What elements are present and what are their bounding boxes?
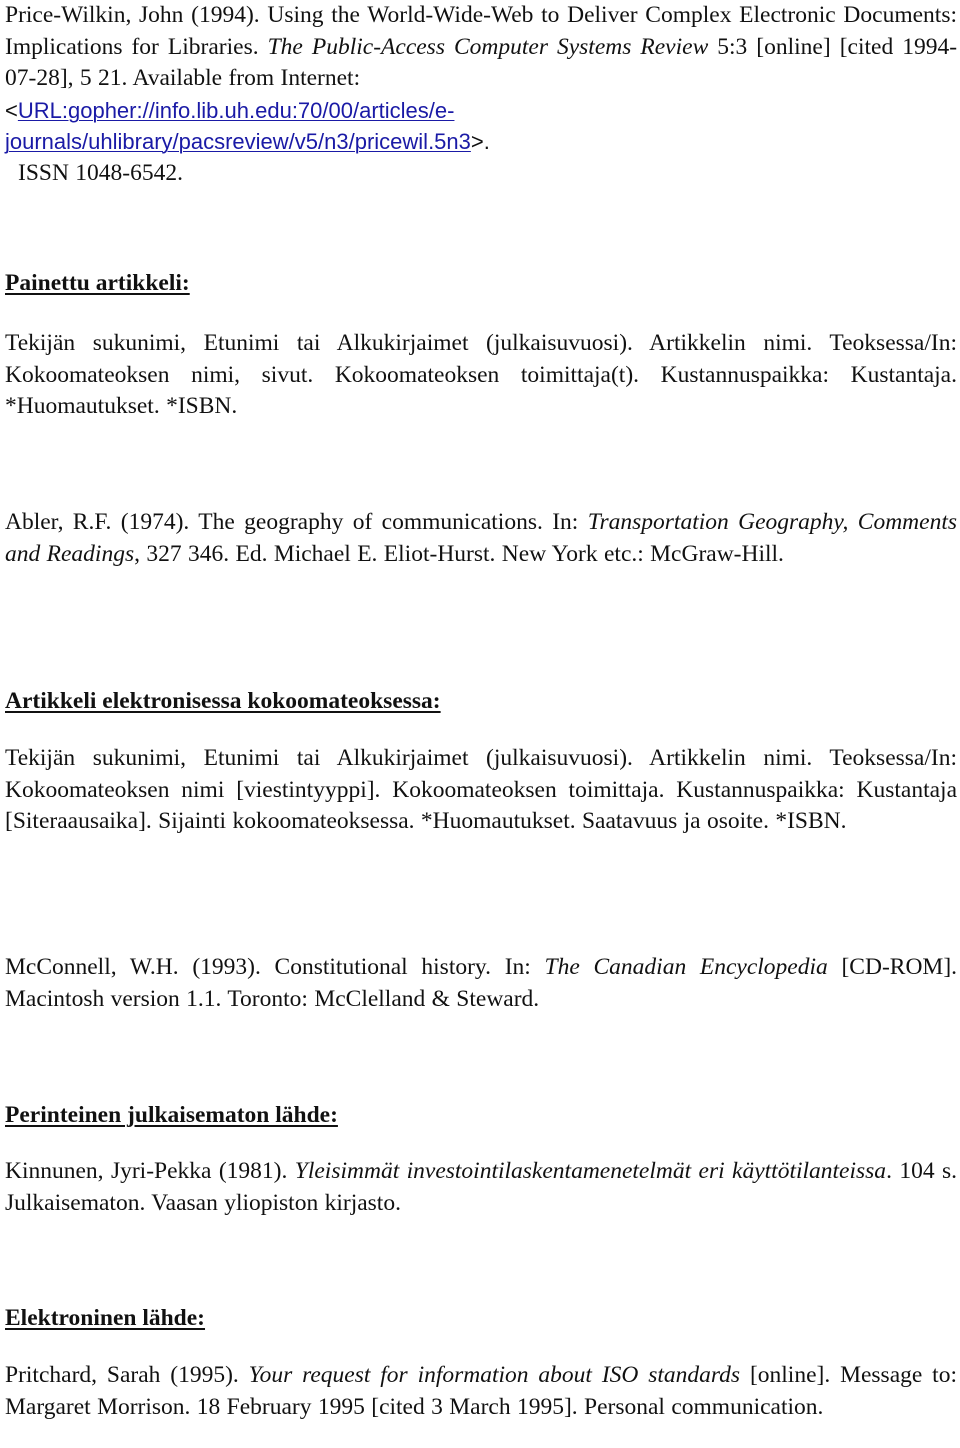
section-unpublished-source [5, 1100, 957, 1132]
section-electronic-source [5, 1303, 957, 1335]
example-author: McConnell, W.H. (1993). Constitutional history. In: [5, 954, 531, 980]
journal-title: The Public-Access Computer Systems Review [267, 33, 709, 60]
citation-template: Tekijän sukunimi, Etunimi tai Alkukirjaimet (julkaisuvuosi). Artikkelin nimi. Teoksessa/In: Kokoomateoksen nimi, sivut. Kokoomateoksen toimittaja(t). Kustannuspaikka: Kustantaja. *Huomautukset. *ISBN. [5, 330, 957, 420]
section-electronic-collection [5, 686, 957, 718]
citation-example [5, 952, 957, 1015]
electronic-collection-template [5, 743, 957, 838]
example-author: Pritchard, Sarah (1995). [5, 1362, 239, 1388]
example-details: , 327 346. Ed. Michael E. Eliot-Hurst. New York etc.: McGraw-Hill. [134, 540, 784, 567]
section-heading: Painettu artikkeli: [5, 270, 190, 296]
example-author: Kinnunen, Jyri-Pekka (1981). [5, 1158, 288, 1184]
example-book-title: Transportation Geography, Comments and Readings [5, 509, 958, 567]
reference-price-wilkin [5, 0, 957, 190]
electronic-collection-example [5, 952, 957, 1015]
reference-issn: ISSN 1048-6542. [18, 159, 184, 186]
reference-url [5, 95, 957, 158]
example-details: [online]. Message to: Margaret Morrison. 18 February 1995 [cited 3 March 1995]. Personal communication. [5, 1362, 957, 1420]
url-open-bracket: < [5, 97, 18, 123]
citation-example [5, 1156, 957, 1219]
url-link-part1[interactable]: URL:gopher://info.lib.uh.edu:70/00/articles/e- [17, 97, 455, 123]
reference-details: 5:3 [online] [cited 1994-07-28], 5 21. Available from Internet: [5, 33, 958, 92]
url-link-part2[interactable]: journals/uhlibrary/pacsreview/v5/n3/pricewil.5n3 [5, 129, 471, 155]
example-details: . 104 s. Julkaisematon. Vaasan yliopiston kirjasto. [5, 1158, 957, 1216]
example-message-title: Your request for information about ISO standards [248, 1362, 741, 1388]
citation-template: Tekijän sukunimi, Etunimi tai Alkukirjaimet (julkaisuvuosi). Artikkelin nimi. Teoksessa/In: Kokoomateoksen nimi [viestintyyppi]. Kokoomateoksen toimittaja. Kustannuspaikka: Kustantaja [Siteraausaika]. Sijainti kokoomateoksessa. *Huomautukset. Saatavuus ja osoite. *ISBN. [5, 745, 957, 835]
reference-text [5, 0, 957, 95]
citation-example [5, 507, 957, 570]
example-encyclopedia-title: The Canadian Encyclopedia [544, 954, 828, 980]
url-close-bracket: >. [470, 129, 490, 155]
section-heading: Artikkeli elektronisessa kokoomateoksessa: [5, 688, 441, 714]
example-thesis-title: Yleisimmät investointilaskentamenetelmät eri käyttötilanteissa [294, 1158, 887, 1184]
example-author: Abler, R.F. (1974). The geography of communications. In: [5, 509, 579, 535]
reference-author-title: Price-Wilkin, John (1994). Using the World-Wide-Web to Deliver Complex Electronic Documents: Implications for Libraries. [5, 2, 957, 60]
printed-article-example [5, 507, 957, 570]
electronic-source-example [5, 1360, 957, 1423]
section-printed-article [5, 268, 957, 300]
unpublished-example [5, 1156, 957, 1219]
example-details: [CD-ROM]. Macintosh version 1.1. Toronto: McClelland & Steward. [5, 954, 958, 1012]
printed-article-template [5, 328, 957, 423]
section-heading: Elektroninen lähde: [5, 1305, 206, 1331]
section-heading: Perinteinen julkaisematon lähde: [5, 1102, 338, 1128]
citation-example [5, 1360, 957, 1423]
